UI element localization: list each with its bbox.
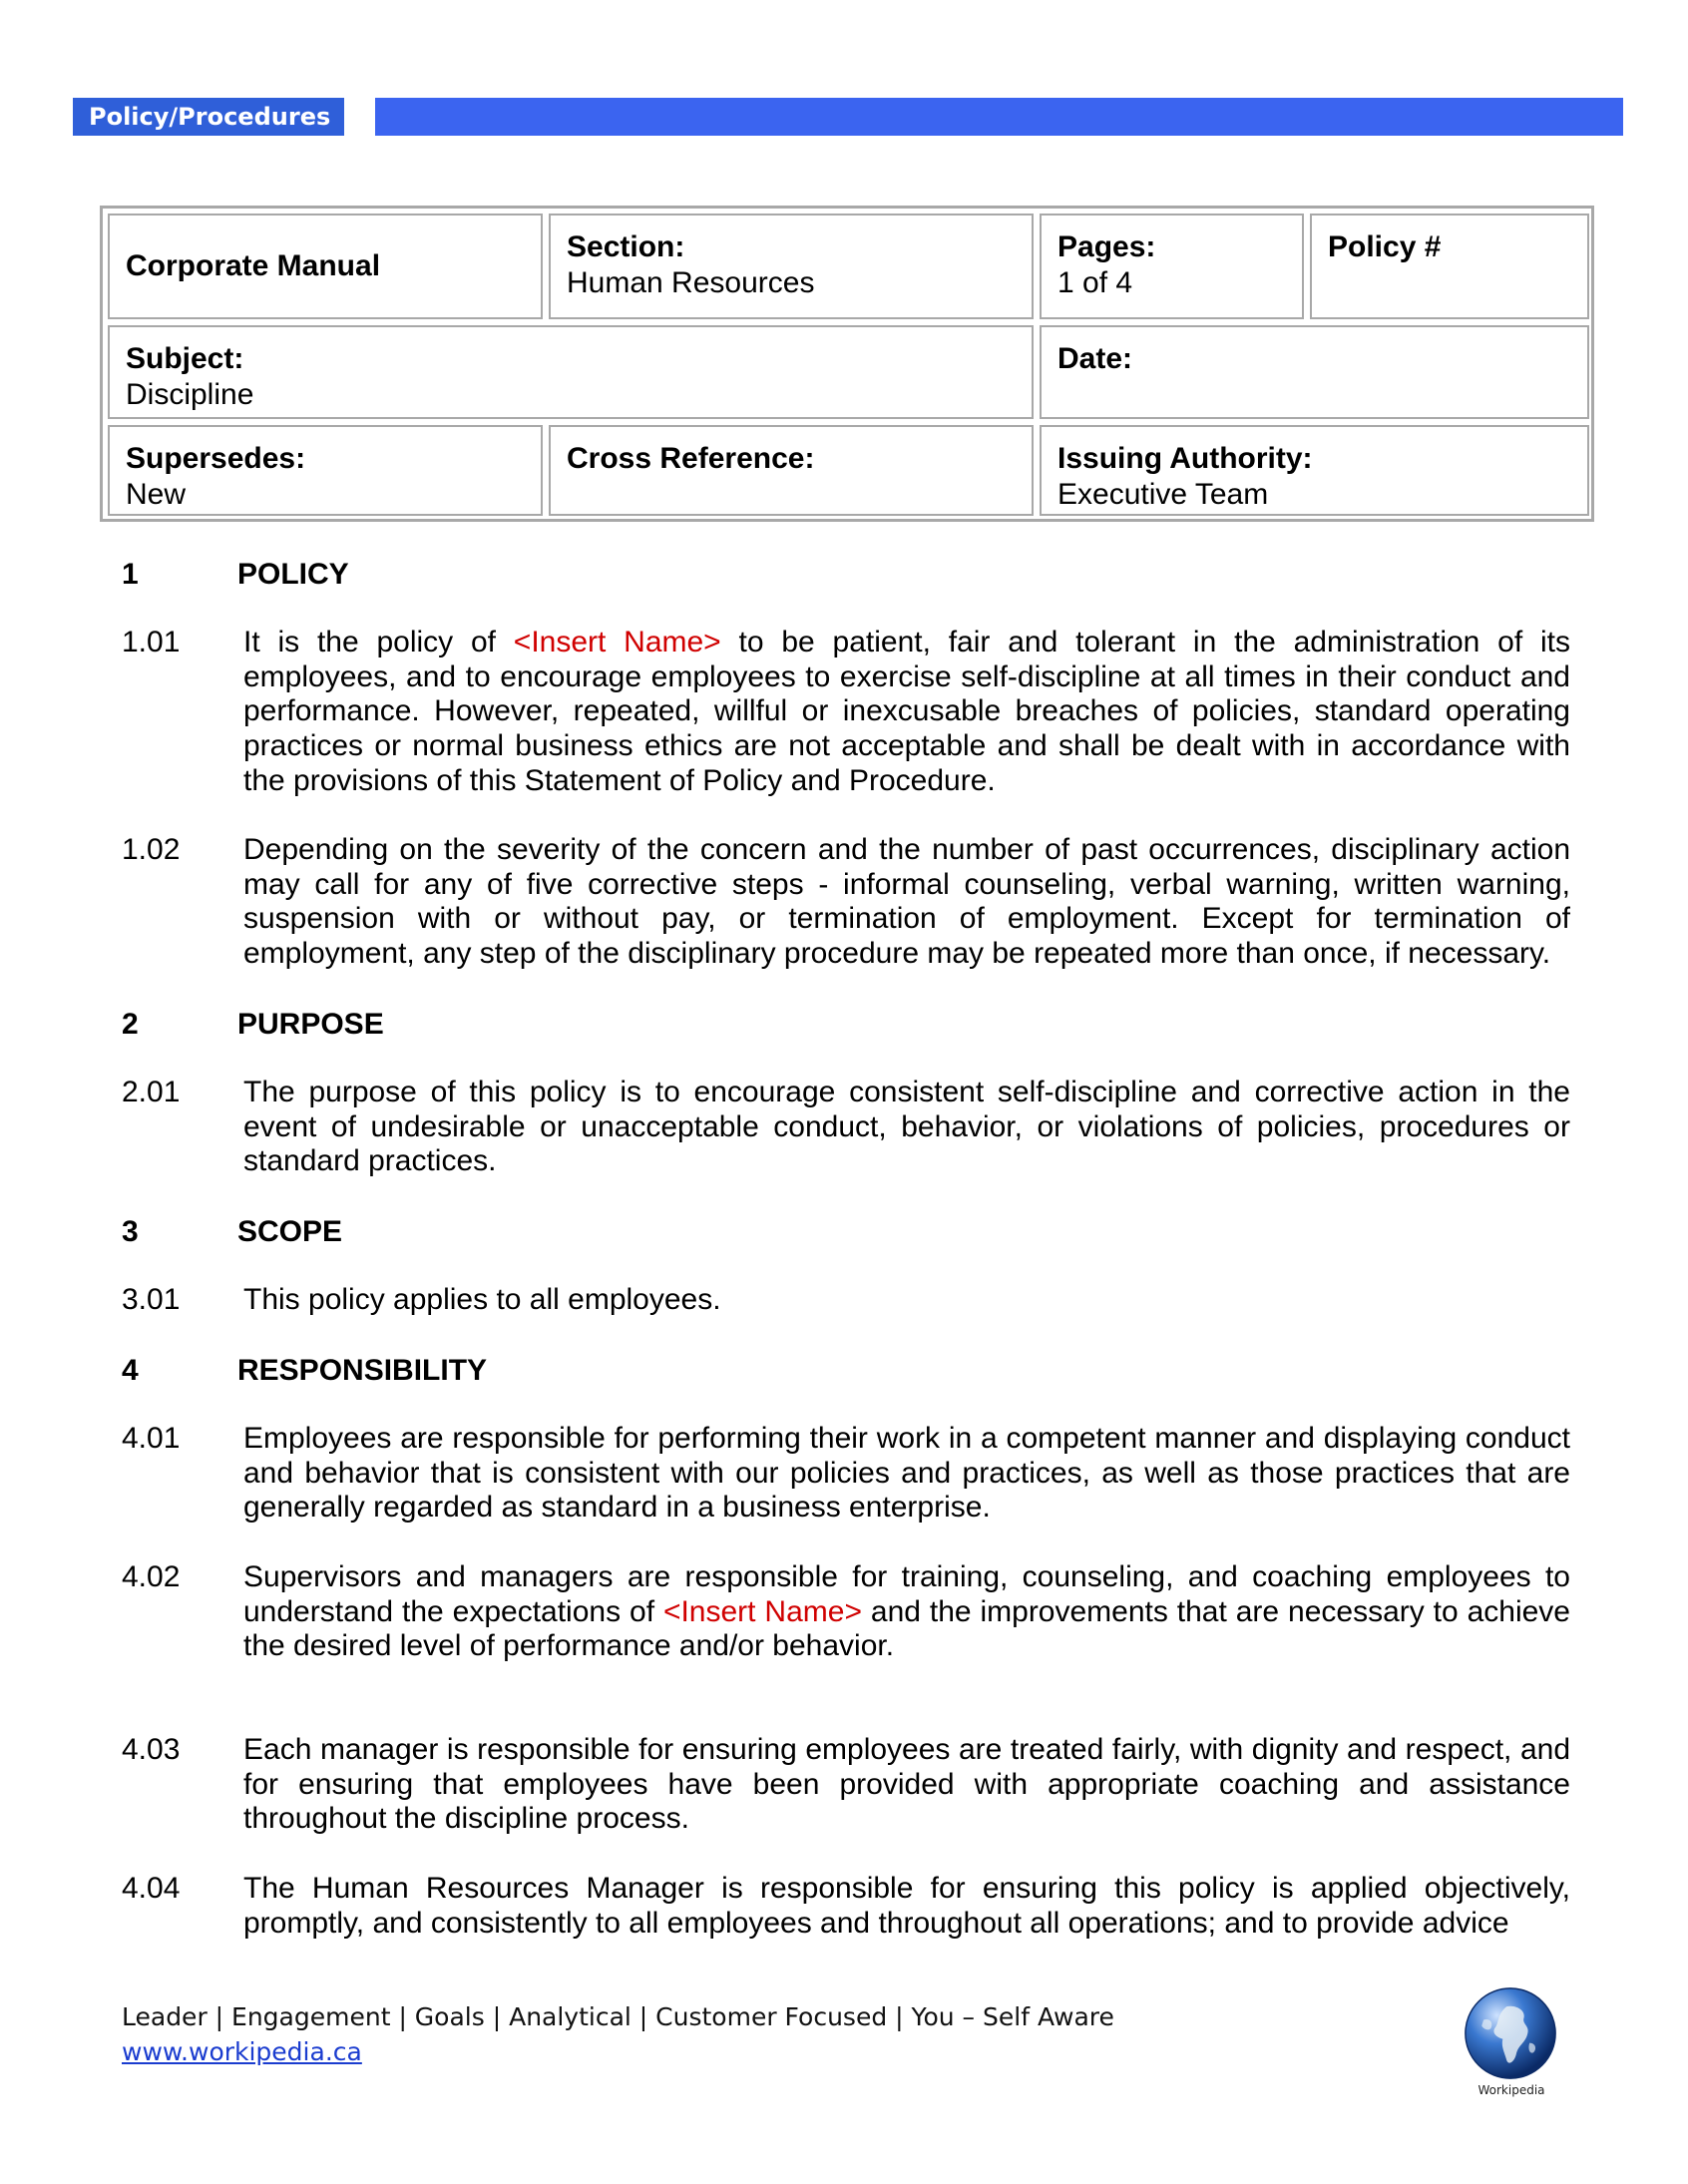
policy-number-cell — [1310, 214, 1589, 319]
paragraph-text — [243, 626, 1570, 799]
section-label: Section: — [567, 230, 685, 263]
section-number: 1 — [122, 558, 139, 591]
paragraph-text: Each manager is responsible for ensuring employees are treated fairly, with dignity and respect, and for ensuring that employees have been provided with appropriate coaching and assistance throughout the discipline process. — [243, 1733, 1570, 1836]
date-label: Date: — [1057, 342, 1133, 375]
paragraph-text: Employees are responsible for performing their work in a competent manner and displaying conduct and behavior that is consistent with our policies and practices, as well as those practices that are generally regarded as standard in a business enterprise. — [243, 1422, 1570, 1525]
insert-name-placeholder: <Insert Name> — [513, 626, 721, 658]
issuing-authority-cell — [1040, 425, 1589, 516]
date-cell — [1040, 325, 1589, 419]
paragraph-number: 1.02 — [122, 833, 181, 866]
section-title: PURPOSE — [237, 1008, 384, 1041]
section-cell — [549, 214, 1034, 319]
paragraph-text: This policy applies to all employees. — [243, 1283, 721, 1316]
pages-value: 1 of 4 — [1057, 266, 1133, 299]
supersedes-value: New — [126, 478, 187, 511]
text-run: Supervisors and managers are responsible for training, counseling, and coaching employees to understand the expectations of — [243, 1560, 1570, 1628]
section-title: SCOPE — [237, 1215, 343, 1248]
pages-cell — [1040, 214, 1304, 319]
text-run: to be patient, fair and tolerant in the administration of its employees, and to encourage employees to exercise self-discipline at all times in their conduct and performance. However, repeated, willful or inexcusable breaches of policies, standard operating practices or normal business ethics are not acceptable and shall be dealt with in accordance with the provisions of this Statement of Policy and Procedure. — [243, 626, 1570, 797]
paragraph-number: 3.01 — [122, 1283, 181, 1316]
section-heading-purpose — [122, 1007, 384, 1043]
subject-cell — [108, 325, 1034, 419]
text-run: and the improvements that are necessary to achieve the desired level of performance and/or behavior. — [243, 1594, 1570, 1663]
paragraph-text: The Human Resources Manager is responsible for ensuring this policy is applied objectively, promptly, and consistently to all employees and throughout all operations; and to provide advice — [243, 1872, 1570, 1940]
policy-number-label: Policy # — [1328, 230, 1442, 263]
policy-header-table — [100, 206, 1594, 522]
logo-caption: Workipedia — [1477, 2083, 1545, 2097]
banner-bar — [375, 98, 1623, 136]
supersedes-cell — [108, 425, 543, 516]
paragraph-number: 1.01 — [122, 626, 181, 658]
paragraph-text — [243, 1560, 1570, 1664]
paragraph-number: 4.02 — [122, 1560, 181, 1593]
globe-icon — [1463, 1985, 1558, 2081]
subject-label: Subject: — [126, 342, 244, 375]
paragraph-number: 2.01 — [122, 1076, 181, 1108]
pages-label: Pages: — [1057, 230, 1156, 263]
insert-name-placeholder: <Insert Name> — [662, 1594, 862, 1628]
section-number: 4 — [122, 1354, 139, 1387]
banner-label: Policy/Procedures — [73, 98, 344, 136]
section-heading-scope — [122, 1214, 342, 1250]
supersedes-label: Supersedes: — [126, 442, 306, 475]
footer-website-link[interactable]: www.workipedia.ca — [122, 2037, 362, 2066]
issuing-authority-value: Executive Team — [1057, 478, 1269, 511]
cross-reference-label: Cross Reference: — [567, 442, 815, 475]
cross-reference-cell — [549, 425, 1034, 516]
text-run: It is the policy of — [243, 626, 514, 658]
paragraph-number: 4.01 — [122, 1422, 181, 1455]
manual-title: Corporate Manual — [126, 249, 381, 282]
section-number: 2 — [122, 1008, 139, 1041]
manual-cell — [108, 214, 543, 319]
section-title: POLICY — [237, 558, 349, 591]
section-number: 3 — [122, 1215, 139, 1248]
subject-value: Discipline — [126, 378, 254, 411]
paragraph-number: 4.03 — [122, 1733, 181, 1766]
section-title: RESPONSIBILITY — [237, 1354, 488, 1387]
issuing-authority-label: Issuing Authority: — [1057, 442, 1313, 475]
section-value: Human Resources — [567, 266, 815, 299]
paragraph-text: Depending on the severity of the concern and the number of past occurrences, disciplinary action may call for any of five corrective steps - informal counseling, verbal warning, written warning, suspension with or without pay, or termination of employment. Except for termination of employment, any step of the disciplinary procedure may be repeated more than once, if necessary. — [243, 833, 1570, 971]
paragraph-number: 4.04 — [122, 1872, 181, 1905]
footer-tagline: Leader | Engagement | Goals | Analytical | Customer Focused | You – Self Aware — [122, 2002, 1114, 2031]
section-heading-policy — [122, 557, 349, 593]
section-heading-responsibility — [122, 1353, 487, 1389]
paragraph-text: The purpose of this policy is to encourage consistent self-discipline and corrective action in the event of undesirable or unacceptable conduct, behavior, or violations of policies, procedures or standard practices. — [243, 1076, 1570, 1178]
